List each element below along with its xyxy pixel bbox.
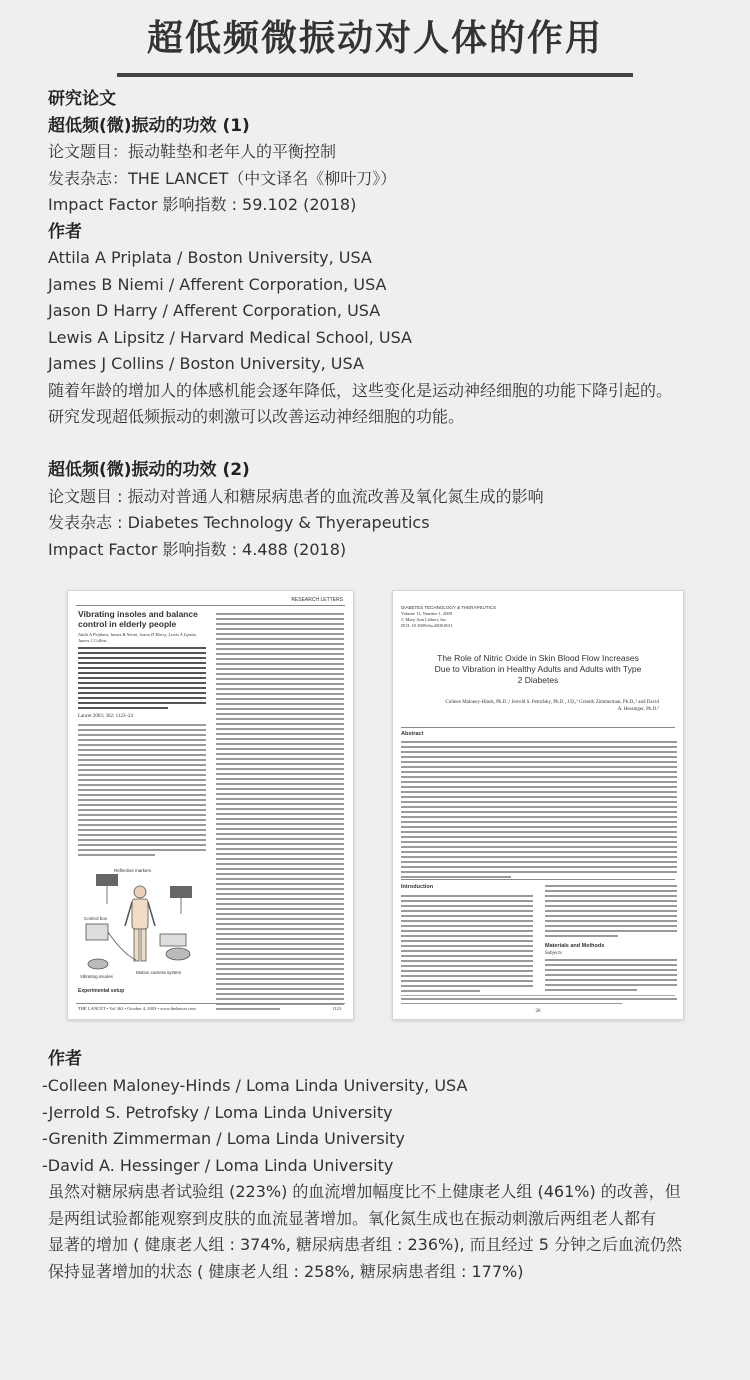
intro-heading: Introduction <box>401 884 434 890</box>
summary-line: 保持显著增加的状态 ( 健康老人组 : 258%, 糖尿病患者组 : 177%) <box>48 1261 524 1281</box>
paper-footer: THE LANCET • Vol 362 • October 4, 2003 • www.thelancet.com <box>78 1006 196 1011</box>
title-container <box>0 10 750 77</box>
paper-page-number: 1123 <box>332 1006 341 1011</box>
paper-title: 论文题目：振动鞋垫和老年人的平衡控制 <box>48 142 337 161</box>
section-2 <box>48 457 720 563</box>
paper-citation: Lancet 2003; 362: 1123–24 <box>78 714 133 719</box>
paper-title: The Role of Nitric Oxide in Skin Blood Flow Increases Due to Vibration in Healthy Adults and Adults with Type 2 Diabetes <box>434 653 642 685</box>
camera-icon <box>96 874 118 886</box>
author-item: -Grenith Zimmerman / Loma Linda University <box>42 1129 405 1148</box>
author-item: -David A. Hessinger / Loma Linda University <box>42 1155 394 1175</box>
figure-label: Control box <box>84 916 108 921</box>
camera-icon <box>170 886 192 898</box>
footer-rule <box>76 1003 345 1004</box>
body-text-left <box>78 724 206 859</box>
figure-caption: Experimental setup <box>78 988 125 994</box>
section-2-authors <box>48 1046 720 1073</box>
impact-factor: Impact Factor 影响指数 : 59.102 (2018) <box>48 195 357 214</box>
intro-text <box>401 895 533 995</box>
methods-heading: Materials and Methods <box>545 943 605 949</box>
journal: 发表杂志 : Diabetes Technology & Thyerapeutics <box>48 513 430 532</box>
author-item: James J Collins / Boston University, USA <box>48 354 364 373</box>
diabetes-paper-thumbnail <box>392 590 684 1020</box>
lancet-paper-thumbnail <box>67 590 354 1020</box>
summary-line: 随着年龄的增加人的体感机能会逐年降低，这些变化是运动神经细胞的功能下降引起的。 <box>48 380 673 400</box>
control-box <box>86 924 108 940</box>
impact-factor: Impact Factor 影响指数 : 4.488 (2018) <box>48 539 347 559</box>
paper-title: Vibrating insoles and balance control in elderly people <box>78 609 198 629</box>
subjects-heading: Subjects <box>545 951 562 956</box>
author-item: -Jerrold S. Petrofsky / Loma Linda University <box>42 1102 393 1122</box>
author-item: Jason D Harry / Afferent Corporation, USA <box>48 301 381 320</box>
section-subheading: 超低频(微)振动的功效 (2) <box>48 460 250 480</box>
person-head <box>134 886 146 898</box>
journal-publisher: © Mary Ann Liebert, Inc. <box>401 617 448 622</box>
abstract-text <box>401 741 677 881</box>
authors-heading: 作者 <box>48 221 82 242</box>
author-item: -Colleen Maloney-Hinds / Loma Linda University, USA <box>42 1076 468 1095</box>
person-body <box>132 899 148 929</box>
figure-label: Motion camera system <box>136 970 182 975</box>
journal: 发表杂志：THE LANCET（中文译名《柳叶刀》） <box>48 168 397 188</box>
section-2-author-list <box>42 1073 720 1179</box>
header-rule <box>76 605 345 606</box>
author-item: Attila A Priplata / Boston University, USA <box>48 248 372 267</box>
abstract-heading: Abstract <box>401 731 424 737</box>
paper-authors: Colleen Maloney-Hinds, Ph.D.,¹ Jerrold S. Petrofsky, Ph.D., J.D.,¹ Grenith Zimmerman, Ph.D.,² and David A. Hessinger, Ph.D.³ <box>445 700 659 712</box>
abstract-rule <box>401 727 675 728</box>
section-2-summary <box>48 1179 720 1285</box>
paper-authors: Attila A Priplata, James B Niemi, Jason D Harry, Lewis A Lipsitz, James J Collins <box>78 632 197 643</box>
footnote-text <box>401 998 677 1007</box>
paper-header: RESEARCH LETTERS <box>291 597 343 603</box>
page-title: 超低频微振动对人体的作用 <box>117 10 633 77</box>
section-subheading: 超低频(微)振动的功效 (1) <box>48 115 250 136</box>
paper-page-number: 26 <box>535 1009 541 1014</box>
summary-line: 是两组试验都能观察到皮肤的血流显著增加。氧化氮生成也在振动刺激后两组老人都有 <box>48 1208 657 1228</box>
journal-volume: Volume 11, Number 1, 2009 <box>401 611 452 616</box>
figure-label: Vibrating insoles <box>80 974 113 979</box>
section-1 <box>48 86 720 431</box>
journal-header: DIABETES TECHNOLOGY & THERAPEUTICS <box>401 605 497 610</box>
paper-title: 论文题目 : 振动对普通人和糖尿病患者的血流改善及氧化氮生成的影响 <box>48 486 544 506</box>
summary-line: 显著的增加 ( 健康老人组 : 374%, 糖尿病患者组 : 236%), 而且经过 5 分钟之后血流仍然 <box>48 1235 682 1254</box>
summary-line: 研究发现超低频振动的刺激可以改善运动神经细胞的功能。 <box>48 407 465 426</box>
author-item: James B Niemi / Afferent Corporation, USA <box>48 274 387 294</box>
abstract-end-rule <box>401 879 675 880</box>
methods-text <box>545 959 677 994</box>
section-heading: 研究论文 <box>48 89 116 109</box>
body-text-right <box>216 613 344 1013</box>
insole-icon <box>166 948 190 960</box>
figure-label: Reflective markers <box>114 868 152 873</box>
author-item: Lewis A Lipsitz / Harvard Medical School, USA <box>48 327 412 347</box>
journal-doi: DOI: 10.1089/dia.2008.0011 <box>401 623 453 628</box>
abstract-text <box>78 647 206 712</box>
footnote-rule <box>401 995 675 996</box>
insole-icon <box>88 959 108 969</box>
right-column-text <box>545 885 677 940</box>
experimental-setup-figure <box>78 864 208 984</box>
authors-heading: 作者 <box>48 1049 82 1069</box>
summary-line: 虽然对糖尿病患者试验组 (223%) 的血流增加幅度比不上健康老人组 (461%) 的改善，但 <box>48 1182 681 1201</box>
